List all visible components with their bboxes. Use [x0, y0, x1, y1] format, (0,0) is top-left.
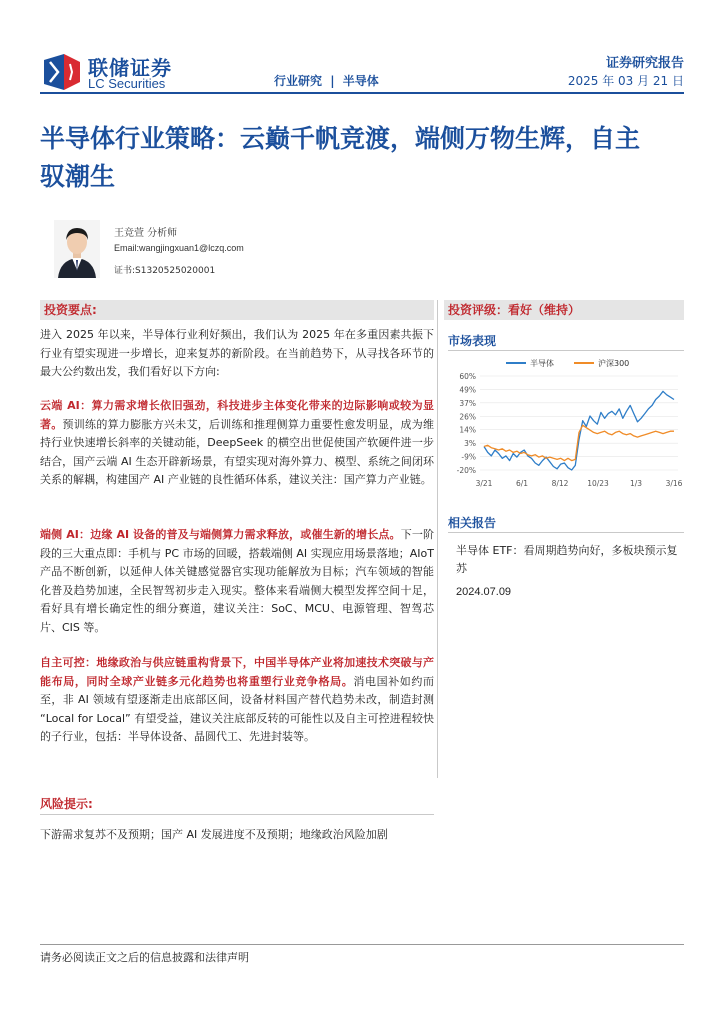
- related-report-link[interactable]: 半导体 ETF：看周期趋势向好，多板块预示复苏: [456, 544, 678, 575]
- self-reliance-headline: 自主可控：地缘政治与供应链重构背景下，中国半导体产业将加速技术突破与产能布局，同时全球产业链多元化趋势也将重塑行业竞争格局。: [40, 656, 434, 688]
- analyst-email: Email:wangjingxuan1@lczq.com: [114, 243, 244, 253]
- edge-ai-body: 下一阶段的三大重点即：手机与 PC 市场的回暖，搭载端侧 AI 实现应用场景落地；AIoT 产品不断创新，以延伸人体关键感觉器官实现功能解放为目标；汽车领域的智能化普及趋势加速，全民智驾初步走入现实。整体来看端侧大模型发挥空间十足，看好具有增长确定性的细分赛道，建议关注：SoC、MCU、电源管理、智驾芯片、CIS 等。: [40, 528, 435, 634]
- legend-label-csi300: 沪深300: [598, 359, 630, 368]
- analyst-photo: [54, 220, 100, 278]
- invest-intro: 进入 2025 年以来，半导体行业利好频出，我们认为 2025 年在多重因素共振下行业有望实现进一步增长，迎来复苏的新阶段。在当前趋势下，从寻找各环节的最大公约数出发，我们看好以下方向:: [40, 328, 434, 378]
- report-category: [274, 72, 379, 89]
- invest-point-cloud-ai: [40, 397, 434, 490]
- logo-english-name: LC Securities: [88, 76, 166, 91]
- x-tick-label: 10/23: [587, 479, 609, 488]
- y-tick-label: 37%: [459, 398, 476, 408]
- invest-points-heading: 投资要点:: [40, 300, 434, 320]
- self-reliance-body: 消电国补如约而至，非 AI 领域有望逐渐走出底部区间，设备材料国产替代趋势未改，制造封测 “Local for Local” 有望受益，建议关注底部反转的可能性以及自主可控进程较快的子行业，包括：半导体设备、晶圆代工、先进封装等。: [40, 674, 435, 743]
- x-tick-label: 8/12: [551, 479, 569, 488]
- risk-rule: [40, 814, 434, 815]
- cloud-ai-headline: 云端 AI：算力需求增长依旧强劲，科技进步主体变化带来的边际影响或较为显著。: [40, 399, 434, 431]
- y-tick-label: 26%: [459, 412, 476, 422]
- y-tick-label: 3%: [464, 439, 476, 449]
- y-tick-label: -9%: [461, 452, 476, 462]
- category-industry-research: 行业研究: [274, 74, 323, 88]
- investment-rating: 投资评级：看好（维持）: [444, 300, 684, 320]
- edge-ai-headline: 端侧 AI：边缘 AI 设备的普及与端侧算力需求释放，或催生新的增长点。: [40, 528, 401, 541]
- y-tick-label: 14%: [459, 425, 476, 435]
- lc-securities-logo-icon: [42, 52, 82, 92]
- report-title: 半导体行业策略：云巅千帆竞渡，端侧万物生辉，自主驭潮生: [40, 124, 641, 191]
- y-tick-label: 49%: [459, 385, 476, 395]
- market-heading-rule: [448, 350, 684, 351]
- category-semiconductor: 半导体: [342, 74, 379, 88]
- x-tick-label: 3/16: [665, 479, 683, 488]
- chart-legend: [506, 358, 629, 368]
- footer-disclaimer: 请务必阅读正文之后的信息披露和法律声明: [40, 951, 249, 964]
- x-tick-label: 6/1: [515, 479, 529, 488]
- y-tick-label: 60%: [459, 372, 476, 381]
- related-heading-rule: [448, 532, 684, 533]
- x-tick-label: 3/21: [475, 479, 493, 488]
- related-reports-heading: 相关报告: [448, 516, 497, 530]
- analyst-name: 王竞萱 分析师: [114, 228, 178, 239]
- related-report-date: 2024.07.09: [456, 586, 512, 598]
- risk-text: 下游需求复苏不及预期；国产 AI 发展进度不及预期；地缘政治风险加剧: [40, 828, 388, 841]
- report-type-label: 证券研究报告: [605, 56, 684, 71]
- logo-chinese-name: 联储证券: [88, 56, 172, 80]
- footer-divider: [40, 944, 684, 945]
- invest-point-self-reliance: [40, 654, 434, 747]
- x-tick-label: 1/3: [629, 479, 643, 488]
- report-date: 2025 年 03 月 21 日: [567, 74, 684, 88]
- cloud-ai-body: 预训练的算力膨胀方兴未艾，后训练和推理侧算力重要性愈发明显，成为维持行业快速增长斜率的关键动能，DeepSeek 的横空出世促使国产软硬件进一步结合，国产云端 AI 生态开辟新场景，有望实现对海外算力、模型、系统之间闭环关系的解耦，构建国产 AI 产业链的良性循环体系，建议关注：国产算力产业链。: [40, 417, 434, 486]
- category-separator: |: [330, 74, 335, 88]
- risk-heading: 风险提示:: [40, 797, 93, 811]
- y-tick-label: -20%: [456, 466, 476, 475]
- column-divider: [437, 300, 438, 778]
- legend-label-semiconductor: 半导体: [530, 359, 554, 368]
- analyst-certificate: 证书:S1320525020001: [114, 266, 216, 276]
- market-performance-heading: 市场表现: [448, 334, 497, 348]
- invest-point-edge-ai: [40, 526, 434, 637]
- market-performance-chart: [446, 352, 684, 492]
- header-divider: [40, 92, 684, 94]
